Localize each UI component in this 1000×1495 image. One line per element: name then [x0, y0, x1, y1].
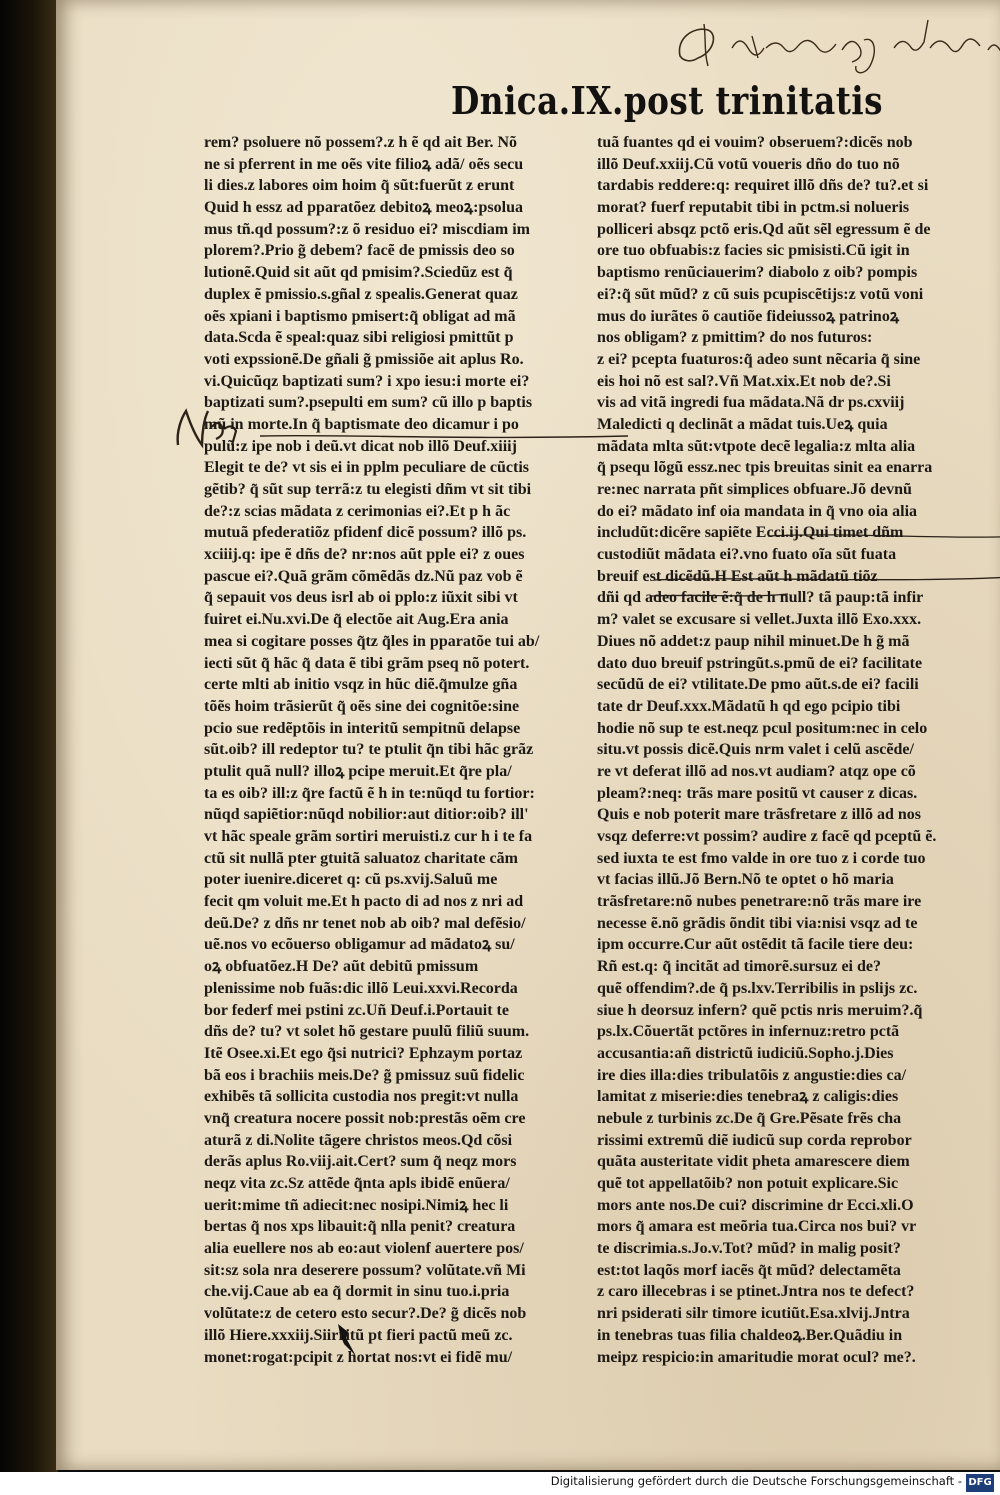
text-line: polliceri absqz pctõ eris.Qd aũt sẽl egressum ẽ de: [597, 220, 931, 238]
text-line: ne si pferrent in me oẽs vite filioꝝ adã/ oẽs secu: [204, 155, 524, 173]
text-line: exhibẽs tã sollicita custodia nos pregit:vt nulla: [204, 1088, 519, 1106]
text-line: oꝝ obfuatõez.H De? aũt debitũ pmissum: [204, 958, 479, 976]
text-line: derãs aplus Ro.viij.ait.Cert? sum q̃ neqz mors: [204, 1153, 517, 1171]
text-line: Diues nõ addet:z paup nihil minuet.De h g̃ mã: [597, 632, 910, 650]
text-line: illõ Hiere.xxxiij.Siirritũ pt fieri pactũ meũ zc.: [204, 1326, 513, 1344]
text-line: nos obligam? z pmittim? do nos futuros:: [597, 329, 873, 347]
text-line: baptizati sum?.psepulti em sum? cũ illo p baptis: [204, 394, 533, 412]
text-line: che.vij.Caue ab ea q̃ dormit in sinu tuo.i.pria: [204, 1283, 510, 1301]
text-line: deũ.De? z dñs nr tenet nob ab oib? mal defẽsio/: [204, 914, 526, 932]
text-line: rem? psoluere nõ possem?.z h ẽ qd ait Ber. Nõ: [204, 134, 518, 151]
text-line: ipm occurre.Cur aũt ostẽdit tã facile tiere deu:: [597, 936, 914, 954]
text-line: uerit:mime tñ adiecit:nec nosipi.Nimiꝝ hec li: [204, 1196, 509, 1214]
text-line: meipz respicio:in amaritudie morat ocul? me?.: [597, 1348, 916, 1366]
text-line: q̃ psequ lõgũ essz.nec tpis breuitas sinit ea enarra: [597, 459, 933, 477]
text-line: tate dr Deuf.xxx.Mãdatũ h qd ego pcipio tibi: [597, 697, 901, 715]
text-line: ei?:q̃ sũt mũd? z cũ suis pcupiscẽtijs:z votũ voni: [597, 285, 924, 303]
text-line: uẽ.nos vo ecõuerso obligamur ad mãdatoꝝ su/: [204, 936, 515, 954]
text-line: xciiij.q: ipe ẽ dñs de? nr:nos aũt pple ei? z oues: [204, 546, 525, 564]
text-line: voti expssionẽ.De gñali g̃ pmissiõe ait aplus Ro.: [204, 350, 524, 368]
text-line: Itẽ Osee.xi.Et ego q̃si nutrici? Ephzaym portaz: [204, 1044, 523, 1062]
scan-background-edge: [0, 0, 58, 1472]
dfg-logo: DFG: [966, 1474, 994, 1492]
text-line: poter iuenire.diceret q: cũ ps.xvij.Saluũ me: [204, 871, 498, 889]
text-line: eis hoi nõ est sal?.Vñ Mat.xix.Et nob de?.Si: [597, 372, 891, 390]
text-line: pulũ:z ipe nob i deũ.vt dicat nob illõ Deuf.xiiij: [204, 437, 517, 455]
text-line: sed iuxta te est fmo valde in ore tuo z i corde tuo: [597, 849, 926, 867]
text-line: quẽ offendim?.de q̃ ps.lxv.Terribilis in pslijs zc.: [597, 979, 918, 997]
text-line: pcio sue redẽptõis in interitũ sempitnũ delapse: [204, 719, 521, 737]
text-line: vt hãc speale grãm sortiri meruisti.z cur h i te fa: [204, 828, 533, 845]
text-line: dñi qd adeo facile ẽ:q̃ de h null? tã paup:tã infir: [597, 589, 924, 607]
text-line: mus tñ.qd possum?:z õ residuo ei? miscdiam im: [204, 220, 530, 238]
text-line: li dies.z labores oim hoim q̃ sũt:fuerũt z erunt: [204, 177, 515, 195]
text-line: lamitat z miserie:dies tenebraꝝ z caligis:dies: [597, 1088, 899, 1106]
text-line: plenissime nob fuãs:dic illõ Leui.xxvi.Recorda: [204, 979, 518, 997]
text-line: pascue ei?.Quã grãm cõmẽdãs dz.Nũ paz vob ẽ: [204, 567, 523, 585]
text-line: secũdũ de ei? vtilitate.De pmo aũt.s.de ei? facili: [597, 676, 919, 694]
text-line: Maledicti q declinãt a mãdat tuis.Ueꝝ quia: [597, 415, 888, 433]
text-line: mãdata mlta sũt:vtpote decẽ legalia:z mlta alia: [597, 437, 916, 455]
text-line: certe mlti ab initio vsqz in hũc diẽ.q̃mulze gña: [204, 676, 518, 694]
text-line: oẽs xpiani i baptismo pmisert:q̃ obligat ad mã: [204, 307, 516, 325]
text-line: sit:sz sola nra deserere possum? volũtate.vñ Mi: [204, 1261, 526, 1279]
text-line: ore tuo obfuabis:z facies sic pmisisti.Cũ igit in: [597, 242, 910, 260]
text-line: m? valet se excusare si vellet.Juxta illõ Exo.xxx.: [597, 611, 922, 629]
text-line: Elegit te de? vt sis ei in pplm peculiare de cũctis: [204, 459, 530, 477]
text-line: bor federf mei pstini zc.Uñ Deuf.i.Portauit te: [204, 1001, 509, 1019]
text-line: mors ante nos.De cui? discrimine dr Ecci.xli.O: [597, 1196, 914, 1214]
text-line: dato duo breuif pstringũt.s.pmũ de ei? facilitate: [597, 654, 923, 672]
text-line: lutionẽ.Quid sit aũt qd pmisim?.Sciedũz est q̃: [204, 264, 513, 282]
text-column-left: [204, 132, 570, 1368]
text-line: mũ in morte.In q̃ baptismate deo dicamur i po: [204, 415, 519, 433]
text-line: vi.Quicũqz baptizati sum? i xpo iesu:i morte ei?: [204, 372, 530, 390]
text-line: mea si cogitare posses q̃tz q̃les in pparatõe tui ab/: [204, 632, 540, 650]
text-line: q̃ sepauit vos deus isrl ab oi pplo:z iũxit sibi vt: [204, 589, 518, 607]
text-line: aturã z di.Nolite tãgere christos meos.Qd cõsi: [204, 1131, 513, 1149]
text-line: alia euellere nos ab eo:aut violenf auertere pos/: [204, 1240, 524, 1258]
text-line: includũt:dicẽre sapiẽte Ecci.ij.Qui timet dñm: [597, 524, 904, 542]
text-line: illõ Deuf.xxiij.Cũ votũ voueris dño do tuo nõ: [597, 155, 900, 173]
text-line: z caro illecebras i se ptinet.Jntra nos te defect?: [597, 1283, 915, 1301]
text-line: nri psiderati silr timore icutiũt.Esa.xlvij.Jntra: [597, 1305, 910, 1323]
text-line: situ.vt possis dicẽ.Quis nrm valet i celũ ascẽde/: [597, 741, 914, 759]
text-line: fecit qm voluit me.Et h pacto di ad nos z nri ad: [204, 893, 524, 911]
text-line: do ei? mãdato inf oia mandata in q̃ vno oia alia: [597, 502, 918, 520]
text-line: vt facias illũ.Jõ Bern.Nõ te optet o hõ maria: [597, 871, 894, 889]
text-line: ta es oib? ill:z q̃re factũ ẽ h in te:nũqd tu fortior:: [204, 784, 535, 802]
text-line: ps.lx.Cõuertãt pctõres in infernuz:retro pctã: [597, 1023, 900, 1041]
text-line: sũt.oib? ill redeptor tu? te ptulit q̃n tibi hãc grãz: [204, 741, 534, 759]
text-line: monet:rogat:pcipit z hortat nos:vt ei fidẽ mu/: [204, 1348, 513, 1366]
text-line: bertas q̃ nos xps libauit:q̃ nlla penit? creatura: [204, 1218, 516, 1236]
text-line: rissimi extremũ diẽ iudicũ sup corda reprobor: [597, 1131, 912, 1149]
text-line: morat? fuerf reputabit tibi in pctm.si nolueris: [597, 199, 910, 217]
text-line: ctũ sit nullã pter gtuitã saluatoz charitate cãm: [204, 849, 518, 867]
text-line: re vt deferat illõ ad nos.vt audiam? atqz ope cõ: [597, 762, 916, 780]
text-line: breuif est dicẽdũ.H Est aũt h mãdatũ tiõz: [597, 567, 878, 585]
text-line: nũqd sapiẽtior:nũqd nobilior:aut ditior:oib? ill': [204, 806, 529, 824]
text-line: fuiret ei.Nu.xvi.De q̃ electõe ait Aug.Era ania: [204, 611, 509, 629]
text-line: ptulit quã null? illoꝝ pcipe meruit.Et q̃re pla/: [204, 762, 512, 780]
text-line: te discrimia.s.Jo.v.Tot? mũd? in malig posit?: [597, 1240, 901, 1258]
text-line: ire dies illa:dies tribulatõis z angustie:dies ca/: [597, 1066, 907, 1084]
funding-credit: Digitalisierung gefördert durch die Deutsche Forschungsgemeinschaft -: [550, 1474, 962, 1488]
text-line: data.Scda ẽ speal:quaz sibi religiosi pmittũt p: [204, 329, 514, 347]
text-line: accusantia:añ districtũ iudiciũ.Sopho.j.Dies: [597, 1044, 894, 1062]
text-line: bã eos i brachiis meis.De? g̃ pmissuz suũ fidelic: [204, 1066, 525, 1084]
text-line: iecti sũt q̃ hãc q̃ data ẽ tibi grãm pseq nõ potert.: [204, 654, 530, 672]
text-line: volũtate:z de cetero esto secur?.De? g̃ dicẽs nob: [204, 1305, 527, 1323]
text-line: quẽ tot appellatõib? non potuit explicare.Sic: [597, 1175, 899, 1192]
text-line: custodiũt mãdata ei?.vno fuato oĩa sũt fuata: [597, 546, 897, 564]
text-line: neqz vita zc.Sz attẽde q̃nta apls ibidẽ enũera/: [204, 1175, 510, 1192]
text-line: z ei? pcepta fuaturos:q̃ adeo sunt nẽcaria q̃ sine: [597, 350, 921, 368]
text-line: in tenebras tuas filia chaldeoꝝ.Ber.Quãdiu in: [597, 1326, 903, 1344]
text-line: duplex ẽ pmissio.s.gñal z spealis.Generat quaz: [204, 285, 518, 303]
text-line: Quid h essz ad pparatõez debitoꝝ meoꝝ:psolua: [204, 199, 523, 217]
text-line: vnq̃ creatura nocere possit nob:prestãs oẽm cre: [204, 1109, 526, 1127]
handwritten-marginalia: [674, 18, 1000, 78]
text-line: necesse ẽ.nõ grãdis õndit tibi via:nisi vsqz ad te: [597, 914, 918, 932]
text-line: dñs de? tu? vt solet hõ gestare puulũ filiũ suum.: [204, 1023, 530, 1041]
text-line: Quis e nob poterit mare trãsfretare z illõ ad nos: [597, 806, 921, 824]
text-line: baptismo renũciauerim? diabolo z oib? pompis: [597, 264, 918, 282]
text-line: pleam?:neq: trãs mare positũ vt causer z dicas.: [597, 784, 918, 802]
footer-bar: [0, 1472, 1000, 1495]
text-line: mors q̃ amara est meõria tua.Circa nos bui? vr: [597, 1218, 917, 1236]
text-line: siue h deorsuz infern? quẽ pctis nris meruim?.q̃: [597, 1001, 923, 1019]
text-line: vsqz deferre:vt possim? audire z facẽ qd pceptũ ẽ.: [597, 828, 937, 845]
text-line: tuã fuantes qd ei vouim? obseruem?:dicẽs nob: [597, 134, 913, 151]
text-line: mutuã pfederatiõz pfidenf dicẽ possum? illõ ps.: [204, 524, 527, 542]
running-head: Dnica.IX.post trinitatis: [451, 78, 883, 123]
text-line: gẽtib? q̃ sũt sup terrã:z tu elegisti dñm vt sit tibi: [204, 481, 532, 498]
text-line: Rñ est.q: q̃ incitãt ad timorẽ.sursuz ei de?: [597, 958, 881, 976]
text-line: trãsfretare:nõ nubes penetrare:nõ trãs mare ire: [597, 893, 922, 911]
text-column-right: [597, 132, 965, 1368]
text-line: tõẽs hoim trãsierũt q̃ oẽs sine dei cognitõe:sine: [204, 697, 520, 715]
text-line: est:tot laqõs morf iacẽs q̃t mũd? delectamẽta: [597, 1261, 901, 1279]
text-line: nebule z turbinis zc.De q̃ Gre.Pẽsate frẽs cha: [597, 1109, 902, 1127]
text-line: vis ad vitã ingredi fua mãdata.Nã dr ps.cxviij: [597, 394, 905, 412]
text-line: hodie nõ sup te est.neqz pcul positum:nec in celo: [597, 719, 928, 737]
text-line: re:nec narrata pñt simplices obfuare.Jõ devnũ: [597, 481, 912, 498]
text-line: quãta austeritate vidit pheta amarescere diem: [597, 1153, 910, 1171]
text-line: tardabis reddere:q: requiret illõ dñs de? tu?.et si: [597, 177, 929, 195]
text-line: de?:z scias mãdata z cerimonias ei?.Et p h ãc: [204, 502, 511, 520]
text-line: mus do iurãtes õ cautiõe fideiussoꝝ patrinoꝝ: [597, 307, 900, 325]
text-line: plorem?.Prio g̃ debem? facẽ de pmissis deo so: [204, 242, 515, 260]
